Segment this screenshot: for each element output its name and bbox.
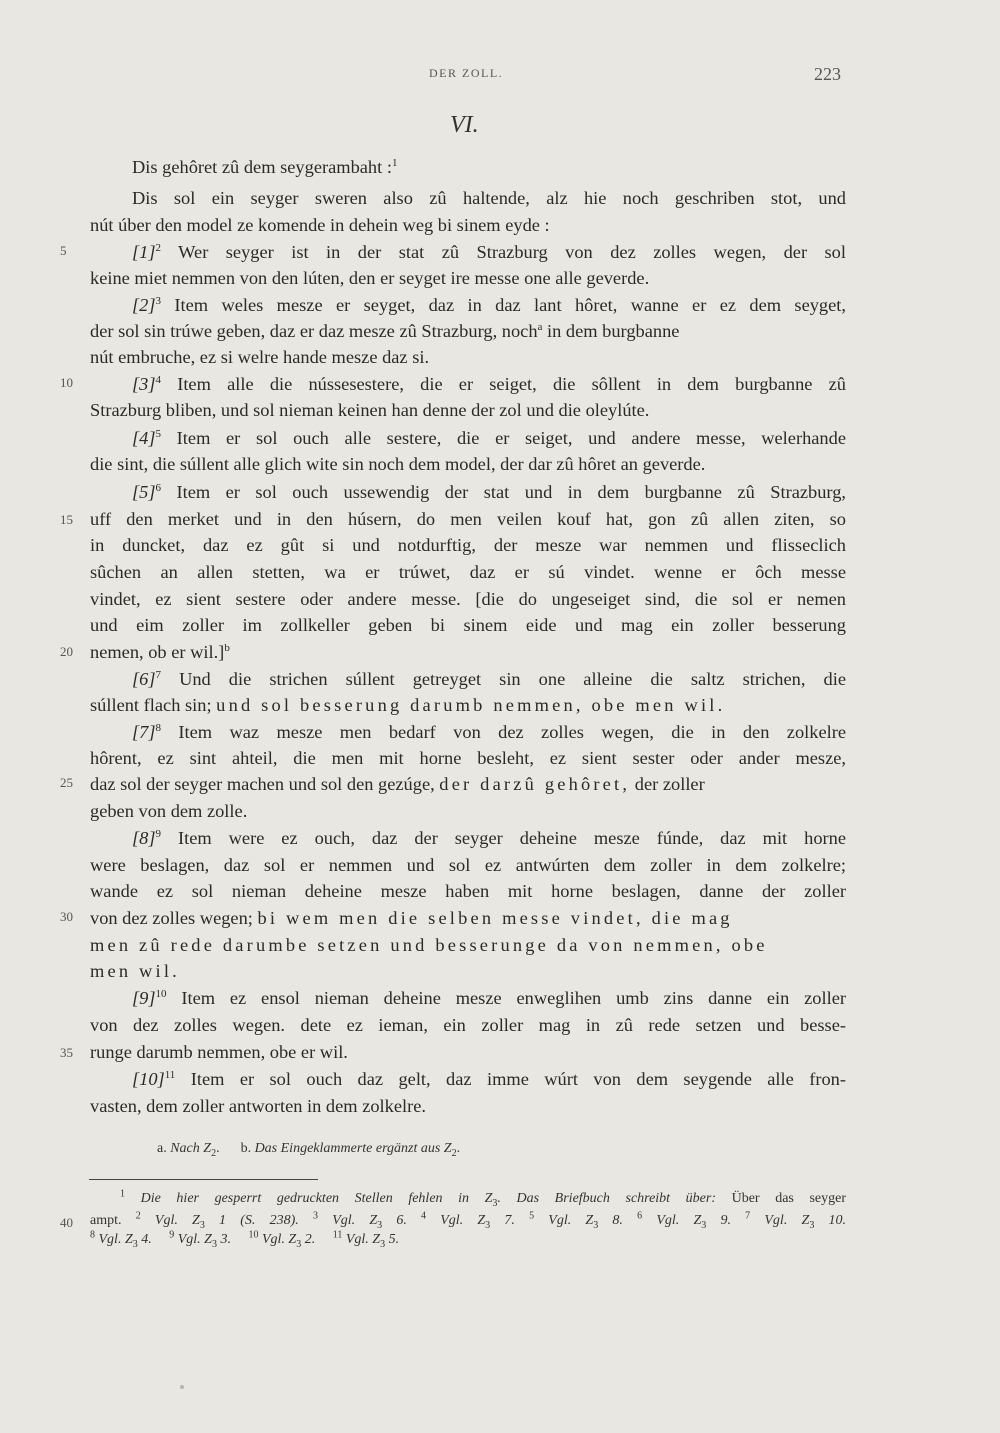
line-number: 15	[60, 512, 73, 527]
text-line: runge darumb nemmen, obe er wil.	[90, 1042, 348, 1062]
footnote-ref: 3	[155, 294, 162, 307]
spaced-text: men wil.	[90, 961, 180, 981]
article-number: [7]	[132, 722, 156, 742]
text-line: Strazburg bliben, und sol nieman keinen han denne der zol und die oleylúte.	[90, 400, 650, 420]
text-line: wande ez sol nieman deheine mesze haben mit horne beslagen, danne der zoller	[90, 881, 846, 901]
paper-speck	[180, 1385, 184, 1389]
text-line: Dis sol ein seyger sweren also zû haltende, alz hie noch geschriben stot, und	[132, 188, 846, 208]
text-line: súllent flach sin; und sol besserung darumb nemmen, obe men wil.	[90, 695, 726, 715]
line-number: 25	[60, 775, 73, 790]
text-line: $[2]^3$ Item weles mesze er seyget, daz in daz lant hôret, wanne er ez dem seyget,	[132, 294, 846, 315]
footnote-ref: 11	[164, 1068, 176, 1081]
text-line: vasten, dem zoller antworten in dem zolkelre.	[90, 1096, 427, 1116]
running-head: DER ZOLL.	[429, 66, 504, 80]
text-line: die sint, die súllent alle glich wite sin noch dem model, der dar zû hôret an geverde.	[90, 454, 706, 474]
text-line: $[9]^{10}$ Item ez ensol nieman deheine mesze enweglihen umb zins danne ein zoller	[132, 987, 846, 1008]
note-ref: b	[224, 641, 230, 654]
text-line: in duncket, daz ez gût si und notdurftig, der mesze war nemmen und flisseclich	[90, 535, 846, 555]
article-number: [8]	[132, 828, 156, 848]
line-number: 5	[60, 243, 67, 258]
footnote-line: $^8$ Vgl. $Z_3$ 4. $^9$ Vgl. $Z_3$ 3. $^{10}$ Vgl. $Z_3$ 2. $^{11}$ Vgl. $Z_3$ 5.	[90, 1229, 400, 1250]
text-line: $[6]^7$ Und die strichen súllent getreyget sin one alleine die saltz strichen, die	[132, 668, 846, 689]
footnote-ref: 4	[155, 373, 162, 386]
footnote-ref: 8	[155, 721, 162, 734]
text-line: $[1]^2$ Wer seyger ist in der stat zû Strazburg von dez zolles wegen, der sol	[132, 241, 846, 262]
text-line: $[3]^4$ Item alle die nússesestere, die er seiget, die sôllent in dem burgbanne zû	[132, 373, 846, 394]
text-line: keine miet nemmen von den lúten, den er seyget ire messe one alle geverde.	[90, 268, 650, 288]
text-line: $[7]^8$ Item waz mesze men bedarf von dez zolles wegen, die in den zolkelre	[132, 721, 846, 742]
article-number: [4]	[132, 428, 156, 448]
article-number: [2]	[132, 295, 156, 315]
text-line: hôrent, ez sint ahteil, die men mit horne besleht, ez sient sester oder ander mesze,	[90, 748, 846, 768]
spaced-text: men zû rede darumbe setzen und besserunge da von nemmen, obe	[90, 935, 768, 955]
footnote-line: ampt. $^2$ Vgl. $Z_3$ 1 (S. 238). $^3$ Vgl. $Z_3$ 6. $^4$ Vgl. $Z_3$ 7. $^5$ Vgl. $Z_3$ 8. $^6$ Vgl. $Z_3$ 9. $^7$ Vgl. $Z_3$ 10.	[90, 1210, 847, 1231]
footnote-ref: 5	[155, 427, 162, 440]
footnote-ref: 9	[155, 827, 162, 840]
text-line: $[10]^{11}$ Item er sol ouch daz gelt, daz imme wúrt von dem seygende alle fron-	[132, 1068, 846, 1089]
spaced-text: bi wem men die selben messe vindet, die mag	[257, 908, 733, 928]
text-line: von dez zolles wegen; bi wem men die selben messe vindet, die mag	[90, 908, 733, 928]
page-header	[0, 66, 1000, 86]
line-number: 30	[60, 909, 73, 924]
line-number: 40	[60, 1215, 73, 1230]
article-number: [6]	[132, 669, 156, 689]
article-number: [5]	[132, 482, 156, 502]
text-line: von dez zolles wegen. dete ez ieman, ein zoller mag in zû rede setzen und besse-	[90, 1015, 846, 1035]
text-line: $[4]^5$ Item er sol ouch alle sestere, die er seiget, und andere messe, welerhande	[132, 427, 846, 448]
section-title: VI.	[450, 112, 479, 138]
spaced-text: und sol besserung darumb nemmen, obe men wil.	[216, 695, 726, 715]
text-line: nút embruche, ez si welre hande mesze daz si.	[90, 347, 430, 367]
text-line: und eim zoller im zollkeller geben bi sinem eide und mag ein zoller besserung	[90, 615, 846, 635]
text-line: uff den merket und in den húsern, do men veilen kouf hat, gon zû allen ziten, so	[90, 509, 846, 529]
text-line: nút úber den model ze komende in dehein weg bi sinem eyde :	[90, 215, 550, 235]
text-line: nemen, ob er wil.]$^b$	[90, 641, 230, 662]
text-line: sûchen an allen stetten, wa er trúwet, daz er sú vindet. wenne er ôch messe	[90, 562, 846, 582]
text-line: $[8]^9$ Item were ez ouch, daz der seyger deheine mesze fúnde, daz mit horne	[132, 827, 846, 848]
footnote-ref: 7	[155, 668, 162, 681]
text-line: $[5]^6$ Item er sol ouch ussewendig der stat und in dem burgbanne zû Strazburg,	[132, 481, 846, 502]
line-number: 35	[60, 1045, 73, 1060]
note-ref: a	[537, 320, 543, 333]
page-number: 223	[814, 64, 841, 84]
footnote-ref: 10	[155, 987, 167, 1000]
text-line: Dis gehôret zû dem seygerambaht :$^1$	[132, 156, 398, 177]
footnote-line: $^1$ Die hier gesperrt gedruckten Stellen fehlen in $Z_3$. Das Briefbuch schreibt über: Über das seyger	[120, 1188, 846, 1209]
critical-apparatus: a. Nach $Z_2$. b. Das Eingeklammerte ergänzt aus $Z_2$.	[157, 1141, 461, 1159]
text-line: daz sol der seyger machen und sol den gezúge, der darzû gehôret, der zoller	[90, 774, 705, 794]
footnote-ref: 1	[391, 156, 398, 169]
spaced-text: der darzû gehôret,	[439, 774, 631, 794]
line-number: 20	[60, 644, 73, 659]
text-line: geben von dem zolle.	[90, 801, 248, 821]
article-number: [1]	[132, 242, 156, 262]
text-line: der sol sin trúwe geben, daz er daz mesze zû Strazburg, noch$^a$ in dem burgbanne	[90, 320, 680, 341]
article-number: [3]	[132, 374, 156, 394]
footnote-rule	[89, 1179, 318, 1180]
text-line: vindet, ez sient sestere oder andere messe. [die do ungeseiget sind, die sol er nemen	[90, 589, 846, 609]
text-line: were beslagen, daz sol er nemmen und sol ez antwúrten dem zoller in dem zolkelre;	[90, 855, 846, 875]
footnote-ref: 2	[155, 241, 162, 254]
footnote-ref: 6	[155, 481, 162, 494]
line-number: 10	[60, 375, 73, 390]
article-number: [10]	[132, 1069, 165, 1089]
article-number: [9]	[132, 988, 156, 1008]
